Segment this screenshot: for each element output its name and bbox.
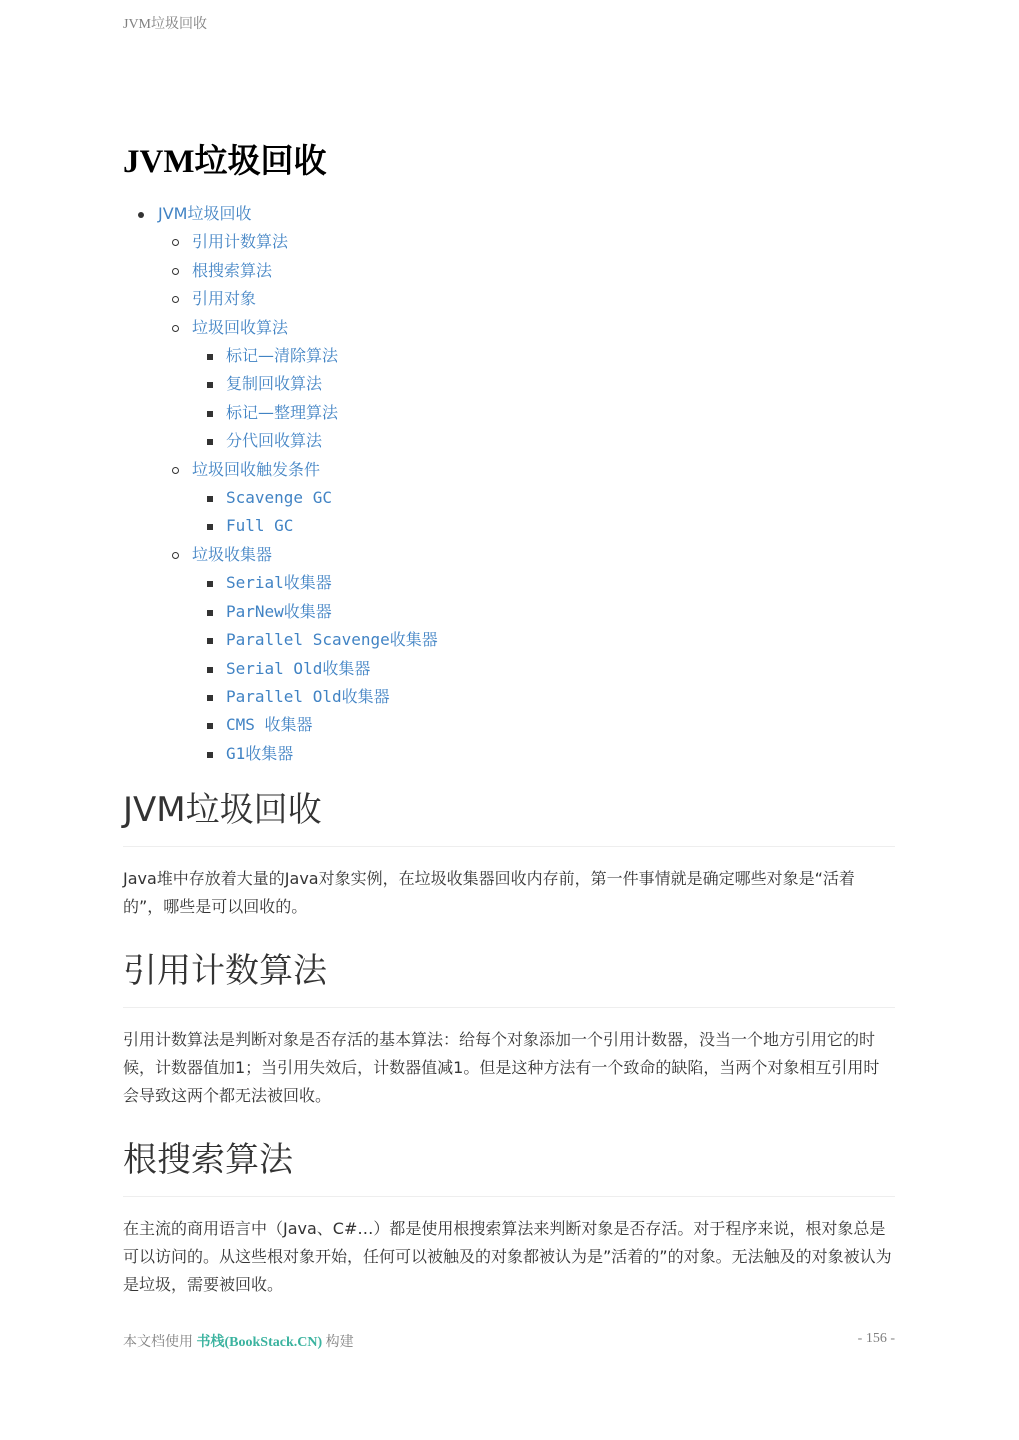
toc-item: [123, 598, 895, 626]
toc-link[interactable]: 根搜索算法: [192, 260, 273, 280]
toc-item: [123, 370, 895, 398]
toc-link[interactable]: 垃圾回收算法: [192, 317, 289, 337]
toc-link[interactable]: Parallel Scavenge收集器: [226, 630, 438, 650]
toc-link[interactable]: 标记—清除算法: [226, 346, 339, 366]
toc-item: [123, 711, 895, 739]
document-body: [123, 140, 895, 1299]
section-paragraph-rootsearch: 在主流的商用语言中（Java、C#…）都是使用根搜索算法来判断对象是否存活。对于程序来说，根对象总是可以访问的。从这些根对象开始，任何可以被触及的对象都被认为是”活着的”的对象。无法触及的对象被认为是垃圾，需要被回收。: [123, 1219, 892, 1295]
section-paragraph-jvm: Java堆中存放着大量的Java对象实例，在垃圾收集器回收内存前，第一件事情就是确定哪些对象是“活着的”，哪些是可以回收的。: [123, 869, 855, 917]
section-heading-rootsearch: 根搜索算法: [123, 1138, 895, 1197]
footer-prefix: 本文档使用: [123, 1335, 197, 1350]
toc-link[interactable]: Parallel Old收集器: [226, 686, 390, 706]
toc-link[interactable]: 垃圾收集器: [192, 544, 273, 564]
toc-link[interactable]: 分代回收算法: [226, 431, 323, 451]
footer-suffix: 构建: [322, 1335, 354, 1350]
toc-item: [123, 740, 895, 768]
page-title: JVM垃圾回收: [123, 144, 327, 180]
toc-link[interactable]: 复制回收算法: [226, 374, 323, 394]
toc-link[interactable]: Full GC: [226, 516, 294, 536]
toc-item: [123, 569, 895, 597]
toc-link[interactable]: CMS 收集器: [226, 715, 313, 735]
footer-brand-link[interactable]: 书栈(BookStack.CN): [196, 1335, 323, 1350]
toc-item: [123, 484, 895, 512]
toc-link[interactable]: Scavenge GC: [226, 488, 332, 508]
section-paragraph-refcount: 引用计数算法是判断对象是否存活的基本算法：给每个对象添加一个引用计数器，没当一个地方引用它的时候，计数器值加1；当引用失效后，计数器值减1。但是这种方法有一个致命的缺陷，当两个对象相互引用时会导致这两个都无法被回收。: [123, 1030, 880, 1106]
toc-item: [123, 655, 895, 683]
toc-item: [123, 399, 895, 427]
toc-item: [123, 541, 895, 569]
toc-item: [123, 683, 895, 711]
toc-item: [123, 512, 895, 540]
toc-item: [123, 456, 895, 484]
toc-link[interactable]: ParNew收集器: [226, 601, 332, 621]
toc-item: [123, 285, 895, 313]
section-heading-refcount: 引用计数算法: [123, 949, 895, 1008]
toc-link[interactable]: Serial收集器: [226, 573, 332, 593]
footer-credit: [123, 1331, 354, 1351]
toc-link[interactable]: Serial Old收集器: [226, 658, 371, 678]
toc-link[interactable]: 标记—整理算法: [226, 402, 339, 422]
table-of-contents: [123, 200, 895, 768]
toc-item: [123, 342, 895, 370]
toc-link[interactable]: 垃圾回收触发条件: [192, 459, 321, 479]
page-number: - 156 -: [857, 1331, 895, 1346]
toc-link[interactable]: 引用对象: [192, 289, 257, 309]
section-heading-jvm: JVM垃圾回收: [123, 788, 895, 847]
toc-item: [123, 626, 895, 654]
toc-link[interactable]: 引用计数算法: [192, 232, 289, 252]
running-header: JVM垃圾回收: [123, 17, 208, 32]
toc-item: [123, 257, 895, 285]
toc-item: [123, 200, 895, 228]
toc-item: [123, 314, 895, 342]
toc-link[interactable]: G1收集器: [226, 743, 294, 763]
toc-link[interactable]: JVM垃圾回收: [158, 204, 252, 223]
toc-item: [123, 228, 895, 256]
toc-item: [123, 427, 895, 455]
